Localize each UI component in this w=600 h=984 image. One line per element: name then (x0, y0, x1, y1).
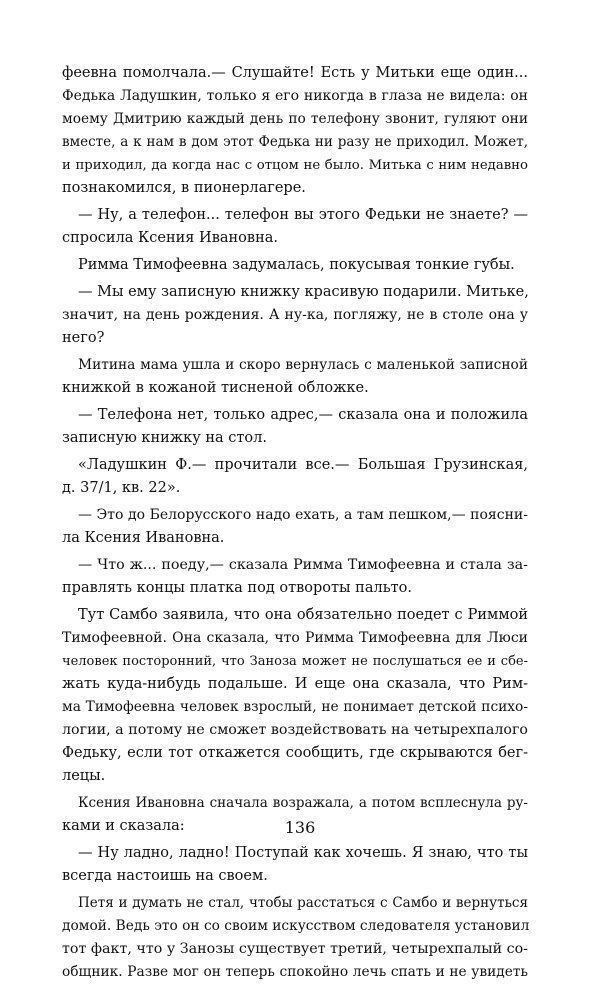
text-line: человек посторонний, что Заноза может не послушаться ее и сбе- (62, 654, 528, 669)
text-line: ками и сказала: (62, 818, 185, 834)
text-line: феевна помолчала.— Слушайте! Есть у Митьки еще один... (62, 65, 528, 81)
text-line: правлять концы платка под отвороты пальто. (62, 580, 412, 596)
text-line: лецы. (62, 768, 106, 784)
text-line: тот факт, что у Занозы существует третий, четырехпалый со- (62, 941, 528, 957)
text-line: Федьку, если тот откажется сообщить, где скрываются бег- (62, 745, 528, 761)
text-line: — Что ж... поеду,— сказала Римма Тимофеевна и стала за- (78, 557, 528, 573)
text-line: — Ну, а телефон... телефон вы этого Федьки не знаете? — (78, 207, 528, 223)
text-line: — Это до Белорусского надо ехать, а там пешком,— поясни- (78, 507, 528, 523)
text-line: спросила Ксения Ивановна. (62, 230, 278, 246)
text-line: Митина мама ушла и скоро вернулась с маленькой записной (78, 357, 528, 373)
text-line: вместе, а к нам в дом этот Федька ни разу не приходил. Может, (62, 134, 528, 150)
text-line: «Ладушкин Ф.— прочитали все.— Большая Грузинская, (78, 457, 528, 473)
text-line: д. 37/1, кв. 22». (62, 480, 181, 496)
text-line: значит, на день рождения. А ну-ка, погляжу, не в столе она у (62, 307, 528, 323)
text-line: — Ну ладно, ладно! Поступай как хочешь. Я знаю, что ты (78, 845, 528, 861)
text-line: моему Дмитрию каждый день по телефону звонит, гуляют они (62, 111, 528, 127)
text-line: ла Ксения Ивановна. (62, 530, 225, 546)
text-line: записную книжку на стол. (62, 430, 267, 446)
text-line: Тимофеевной. Она сказала, что Римма Тимофеевна для Люси (62, 630, 528, 646)
page-body-text (62, 62, 528, 984)
text-line: жать куда-нибудь подальше. И еще она сказала, что Рим- (62, 676, 528, 692)
text-line: ма Тимофеевна человек взрослый, не понимает детской психо- (62, 699, 528, 715)
text-line: домой. Ведь это он со своим искусством следователя установил (62, 918, 530, 934)
text-line: логии, а потому не сможет воздействовать на четырехпалого (62, 722, 528, 738)
text-line: Федька Ладушкин, только я его никогда в глаза не видела: он (62, 88, 528, 104)
text-line: всегда настоишь на своем. (62, 868, 268, 884)
text-line: Петя и думать не стал, чтобы расстаться с Самбо и вернуться (78, 895, 528, 911)
page-number: 136 (284, 818, 316, 837)
text-line: Тут Самбо заявила, что она обязательно поедет с Риммой (78, 607, 528, 623)
text-line: — Телефона нет, только адрес,— сказала она и положила (78, 407, 528, 423)
text-line: общник. Разве мог он теперь спокойно лечь спать и не увидеть (62, 964, 528, 980)
text-line: Ксения Ивановна сначала возражала, а потом всплеснула ру- (78, 795, 528, 811)
text-line: — Мы ему записную книжку красивую подарили. Митьке, (78, 284, 529, 300)
text-line: него? (62, 330, 105, 346)
text-line: познакомился, в пионерлагере. (62, 180, 306, 196)
text-line: книжкой в кожаной тисненой обложке. (62, 380, 369, 396)
text-line: Римма Тимофеевна задумалась, покусывая тонкие губы. (78, 257, 515, 273)
text-line: и приходил, да когда нас с отцом не было. Митька с ним недавно (62, 158, 528, 173)
